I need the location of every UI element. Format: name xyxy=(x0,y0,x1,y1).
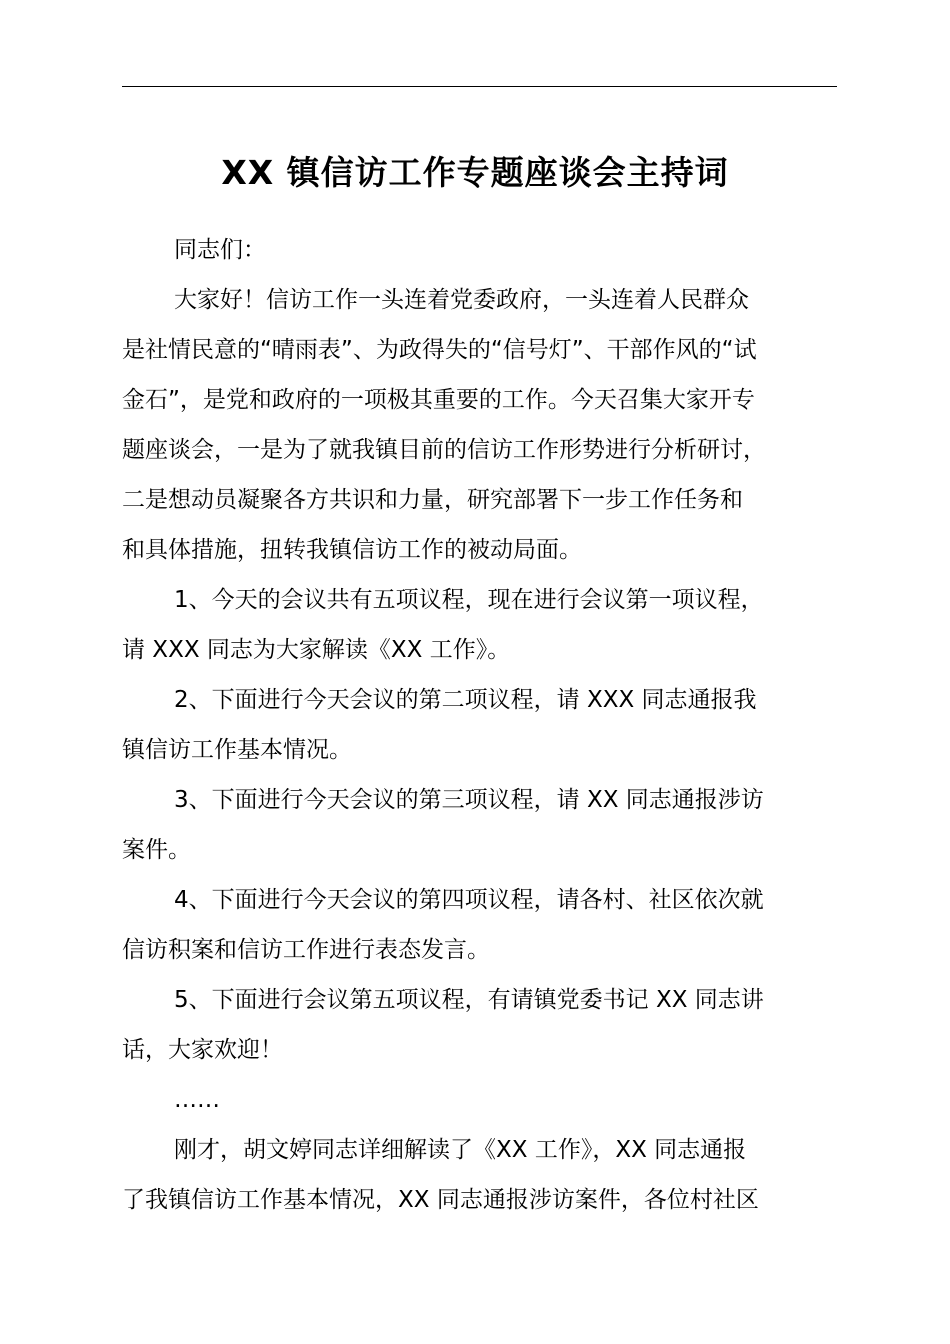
paragraph-line: 二是想动员凝聚各方共识和力量，研究部署下一步工作任务和 xyxy=(122,487,743,513)
header-divider xyxy=(122,86,837,87)
document-body xyxy=(122,225,862,1225)
paragraph-line: 案件。 xyxy=(122,837,191,863)
agenda-item-1: 1、今天的会议共有五项议程，现在进行会议第一项议程， xyxy=(174,587,764,613)
paragraph-line: 题座谈会，一是为了就我镇目前的信访工作形势进行分析研讨， xyxy=(122,437,766,463)
agenda-item-5: 5、下面进行会议第五项议程，有请镇党委书记 XX 同志讲 xyxy=(174,987,764,1013)
paragraph-line: 请 XXX 同志为大家解读《XX 工作》。 xyxy=(122,637,511,663)
paragraph-line: 刚才，胡文婷同志详细解读了《XX 工作》，XX 同志通报 xyxy=(174,1137,747,1163)
paragraph-line: 和具体措施，扭转我镇信访工作的被动局面。 xyxy=(122,537,582,563)
paragraph-line: 信访积案和信访工作进行表态发言。 xyxy=(122,937,490,963)
paragraph-line: 是社情民意的“晴雨表”、为政得失的“信号灯”、干部作风的“试 xyxy=(122,337,757,363)
agenda-item-3: 3、下面进行今天会议的第三项议程，请 XX 同志通报涉访 xyxy=(174,787,764,813)
salutation: 同志们： xyxy=(174,237,266,263)
agenda-item-2: 2、下面进行今天会议的第二项议程，请 XXX 同志通报我 xyxy=(174,687,757,713)
paragraph-line: 镇信访工作基本情况。 xyxy=(122,737,352,763)
paragraph-line: 大家好！信访工作一头连着党委政府，一头连着人民群众 xyxy=(174,287,749,313)
agenda-item-4: 4、下面进行今天会议的第四项议程，请各村、社区依次就 xyxy=(174,887,764,913)
document-title: XX 镇信访工作专题座谈会主持词 xyxy=(221,153,729,192)
paragraph-line: 话，大家欢迎！ xyxy=(122,1037,283,1063)
paragraph-line: 金石”，是党和政府的一项极其重要的工作。今天召集大家开专 xyxy=(122,387,755,413)
paragraph-line: 了我镇信访工作基本情况，XX 同志通报涉访案件，各位村社区 xyxy=(122,1187,759,1213)
ellipsis: …… xyxy=(174,1087,220,1113)
